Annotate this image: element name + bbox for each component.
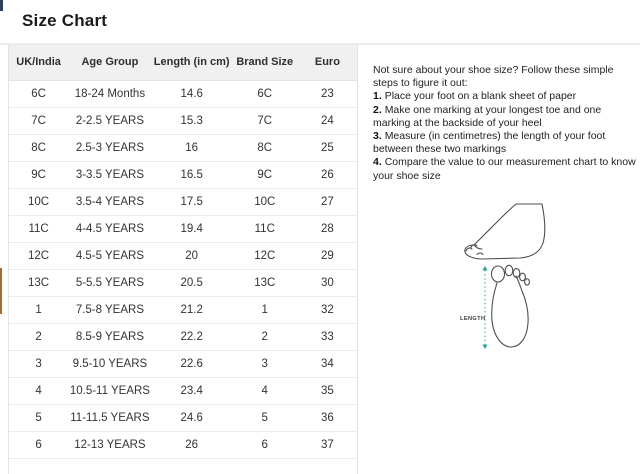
table-cell: 4 bbox=[9, 377, 68, 404]
column-header: Length (in cm) bbox=[152, 45, 232, 80]
table-row bbox=[9, 404, 357, 431]
column-header: UK/India bbox=[9, 45, 68, 80]
table-cell: 7.5-8 YEARS bbox=[68, 296, 152, 323]
step-number: 4. bbox=[373, 156, 382, 169]
foot-diagram-icon bbox=[450, 195, 560, 355]
table-row bbox=[9, 134, 357, 161]
table-cell: 33 bbox=[298, 323, 357, 350]
table-cell: 15.3 bbox=[152, 107, 232, 134]
table-cell: 14.6 bbox=[152, 80, 232, 107]
step-text: Measure (in centimetres) the length of your foot between these two markings bbox=[373, 130, 606, 156]
page-title: Size Chart bbox=[22, 11, 108, 30]
step-number: 3. bbox=[373, 130, 382, 143]
instruction-step-1 bbox=[373, 90, 639, 103]
table-cell: 28 bbox=[298, 215, 357, 242]
table-cell: 4.5-5 YEARS bbox=[68, 242, 152, 269]
table-cell: 18-24 Months bbox=[68, 80, 152, 107]
table-cell: 10C bbox=[232, 188, 298, 215]
size-chart-table bbox=[9, 45, 357, 459]
table-cell: 36 bbox=[298, 404, 357, 431]
instruction-step-4 bbox=[373, 156, 639, 182]
length-measure-line bbox=[482, 266, 487, 349]
table-cell: 1 bbox=[9, 296, 68, 323]
table-cell: 16 bbox=[152, 134, 232, 161]
table-cell: 22.2 bbox=[152, 323, 232, 350]
step-text: Compare the value to our measurement chart to know your shoe size bbox=[373, 156, 636, 182]
table-cell: 26 bbox=[152, 431, 232, 458]
screen-edge-artifact-left bbox=[0, 268, 2, 314]
table-row bbox=[9, 107, 357, 134]
table-cell: 6C bbox=[9, 80, 68, 107]
table-cell: 1 bbox=[232, 296, 298, 323]
table-cell: 4-4.5 YEARS bbox=[68, 215, 152, 242]
table-cell: 30 bbox=[298, 269, 357, 296]
table-cell: 21.2 bbox=[152, 296, 232, 323]
table-cell: 6 bbox=[9, 431, 68, 458]
length-label: LENGTH bbox=[460, 316, 486, 322]
foot-measurement-illustration bbox=[450, 195, 560, 355]
column-header: Age Group bbox=[68, 45, 152, 80]
table-cell: 5 bbox=[9, 404, 68, 431]
table-cell: 13C bbox=[9, 269, 68, 296]
screen-edge-artifact-top-left bbox=[0, 0, 3, 11]
table-row bbox=[9, 377, 357, 404]
table-cell: 6C bbox=[232, 80, 298, 107]
table-cell: 3 bbox=[9, 350, 68, 377]
table-cell: 10.5-11 YEARS bbox=[68, 377, 152, 404]
table-cell: 9C bbox=[232, 161, 298, 188]
table-cell: 5 bbox=[232, 404, 298, 431]
table-cell: 17.5 bbox=[152, 188, 232, 215]
table-cell: 24 bbox=[298, 107, 357, 134]
size-chart-table-container bbox=[8, 45, 358, 474]
table-cell: 7C bbox=[9, 107, 68, 134]
table-row bbox=[9, 215, 357, 242]
table-cell: 12C bbox=[9, 242, 68, 269]
table-row bbox=[9, 161, 357, 188]
table-cell: 13C bbox=[232, 269, 298, 296]
table-cell: 8C bbox=[232, 134, 298, 161]
foot-side-icon bbox=[465, 204, 545, 259]
instruction-step-2 bbox=[373, 104, 639, 130]
table-cell: 2.5-3 YEARS bbox=[68, 134, 152, 161]
table-row bbox=[9, 296, 357, 323]
table-cell: 4 bbox=[232, 377, 298, 404]
table-cell: 9C bbox=[9, 161, 68, 188]
table-cell: 7C bbox=[232, 107, 298, 134]
step-text: Place your foot on a blank sheet of paper bbox=[384, 90, 577, 103]
table-cell: 2-2.5 YEARS bbox=[68, 107, 152, 134]
instructions-intro: Not sure about your shoe size? Follow these simple steps to figure it out: bbox=[373, 64, 614, 90]
table-body bbox=[9, 80, 357, 458]
table-header-row bbox=[9, 45, 357, 80]
column-header: Euro bbox=[298, 45, 357, 80]
table-cell: 11C bbox=[232, 215, 298, 242]
table-cell: 32 bbox=[298, 296, 357, 323]
column-header: Brand Size bbox=[232, 45, 298, 80]
table-cell: 16.5 bbox=[152, 161, 232, 188]
table-cell: 12C bbox=[232, 242, 298, 269]
measurement-instructions bbox=[373, 64, 639, 183]
table-row bbox=[9, 431, 357, 458]
table-cell: 35 bbox=[298, 377, 357, 404]
table-cell: 9.5-10 YEARS bbox=[68, 350, 152, 377]
table-cell: 8.5-9 YEARS bbox=[68, 323, 152, 350]
table-cell: 2 bbox=[9, 323, 68, 350]
instruction-step-3 bbox=[373, 130, 639, 156]
table-cell: 8C bbox=[9, 134, 68, 161]
table-cell: 2 bbox=[232, 323, 298, 350]
table-row bbox=[9, 323, 357, 350]
table-cell: 11-11.5 YEARS bbox=[68, 404, 152, 431]
table-cell: 19.4 bbox=[152, 215, 232, 242]
table-cell: 34 bbox=[298, 350, 357, 377]
table-cell: 22.6 bbox=[152, 350, 232, 377]
table-cell: 6 bbox=[232, 431, 298, 458]
table-header bbox=[9, 45, 357, 80]
table-cell: 3 bbox=[232, 350, 298, 377]
table-cell: 3-3.5 YEARS bbox=[68, 161, 152, 188]
step-text: Make one marking at your longest toe and one marking at the backside of your heel bbox=[373, 103, 602, 129]
table-cell: 10C bbox=[9, 188, 68, 215]
table-cell: 24.6 bbox=[152, 404, 232, 431]
table-cell: 25 bbox=[298, 134, 357, 161]
table-cell: 23 bbox=[298, 80, 357, 107]
table-cell: 3.5-4 YEARS bbox=[68, 188, 152, 215]
foot-sole-icon bbox=[492, 265, 530, 347]
table-cell: 20.5 bbox=[152, 269, 232, 296]
table-cell: 26 bbox=[298, 161, 357, 188]
step-number: 2. bbox=[373, 103, 382, 116]
table-cell: 27 bbox=[298, 188, 357, 215]
table-row bbox=[9, 242, 357, 269]
table-cell: 5-5.5 YEARS bbox=[68, 269, 152, 296]
table-cell: 29 bbox=[298, 242, 357, 269]
table-row bbox=[9, 350, 357, 377]
table-cell: 12-13 YEARS bbox=[68, 431, 152, 458]
table-cell: 23.4 bbox=[152, 377, 232, 404]
table-row bbox=[9, 80, 357, 107]
table-cell: 37 bbox=[298, 431, 357, 458]
table-row bbox=[9, 269, 357, 296]
table-cell: 11C bbox=[9, 215, 68, 242]
table-cell: 20 bbox=[152, 242, 232, 269]
step-number: 1. bbox=[373, 90, 382, 103]
table-row bbox=[9, 188, 357, 215]
